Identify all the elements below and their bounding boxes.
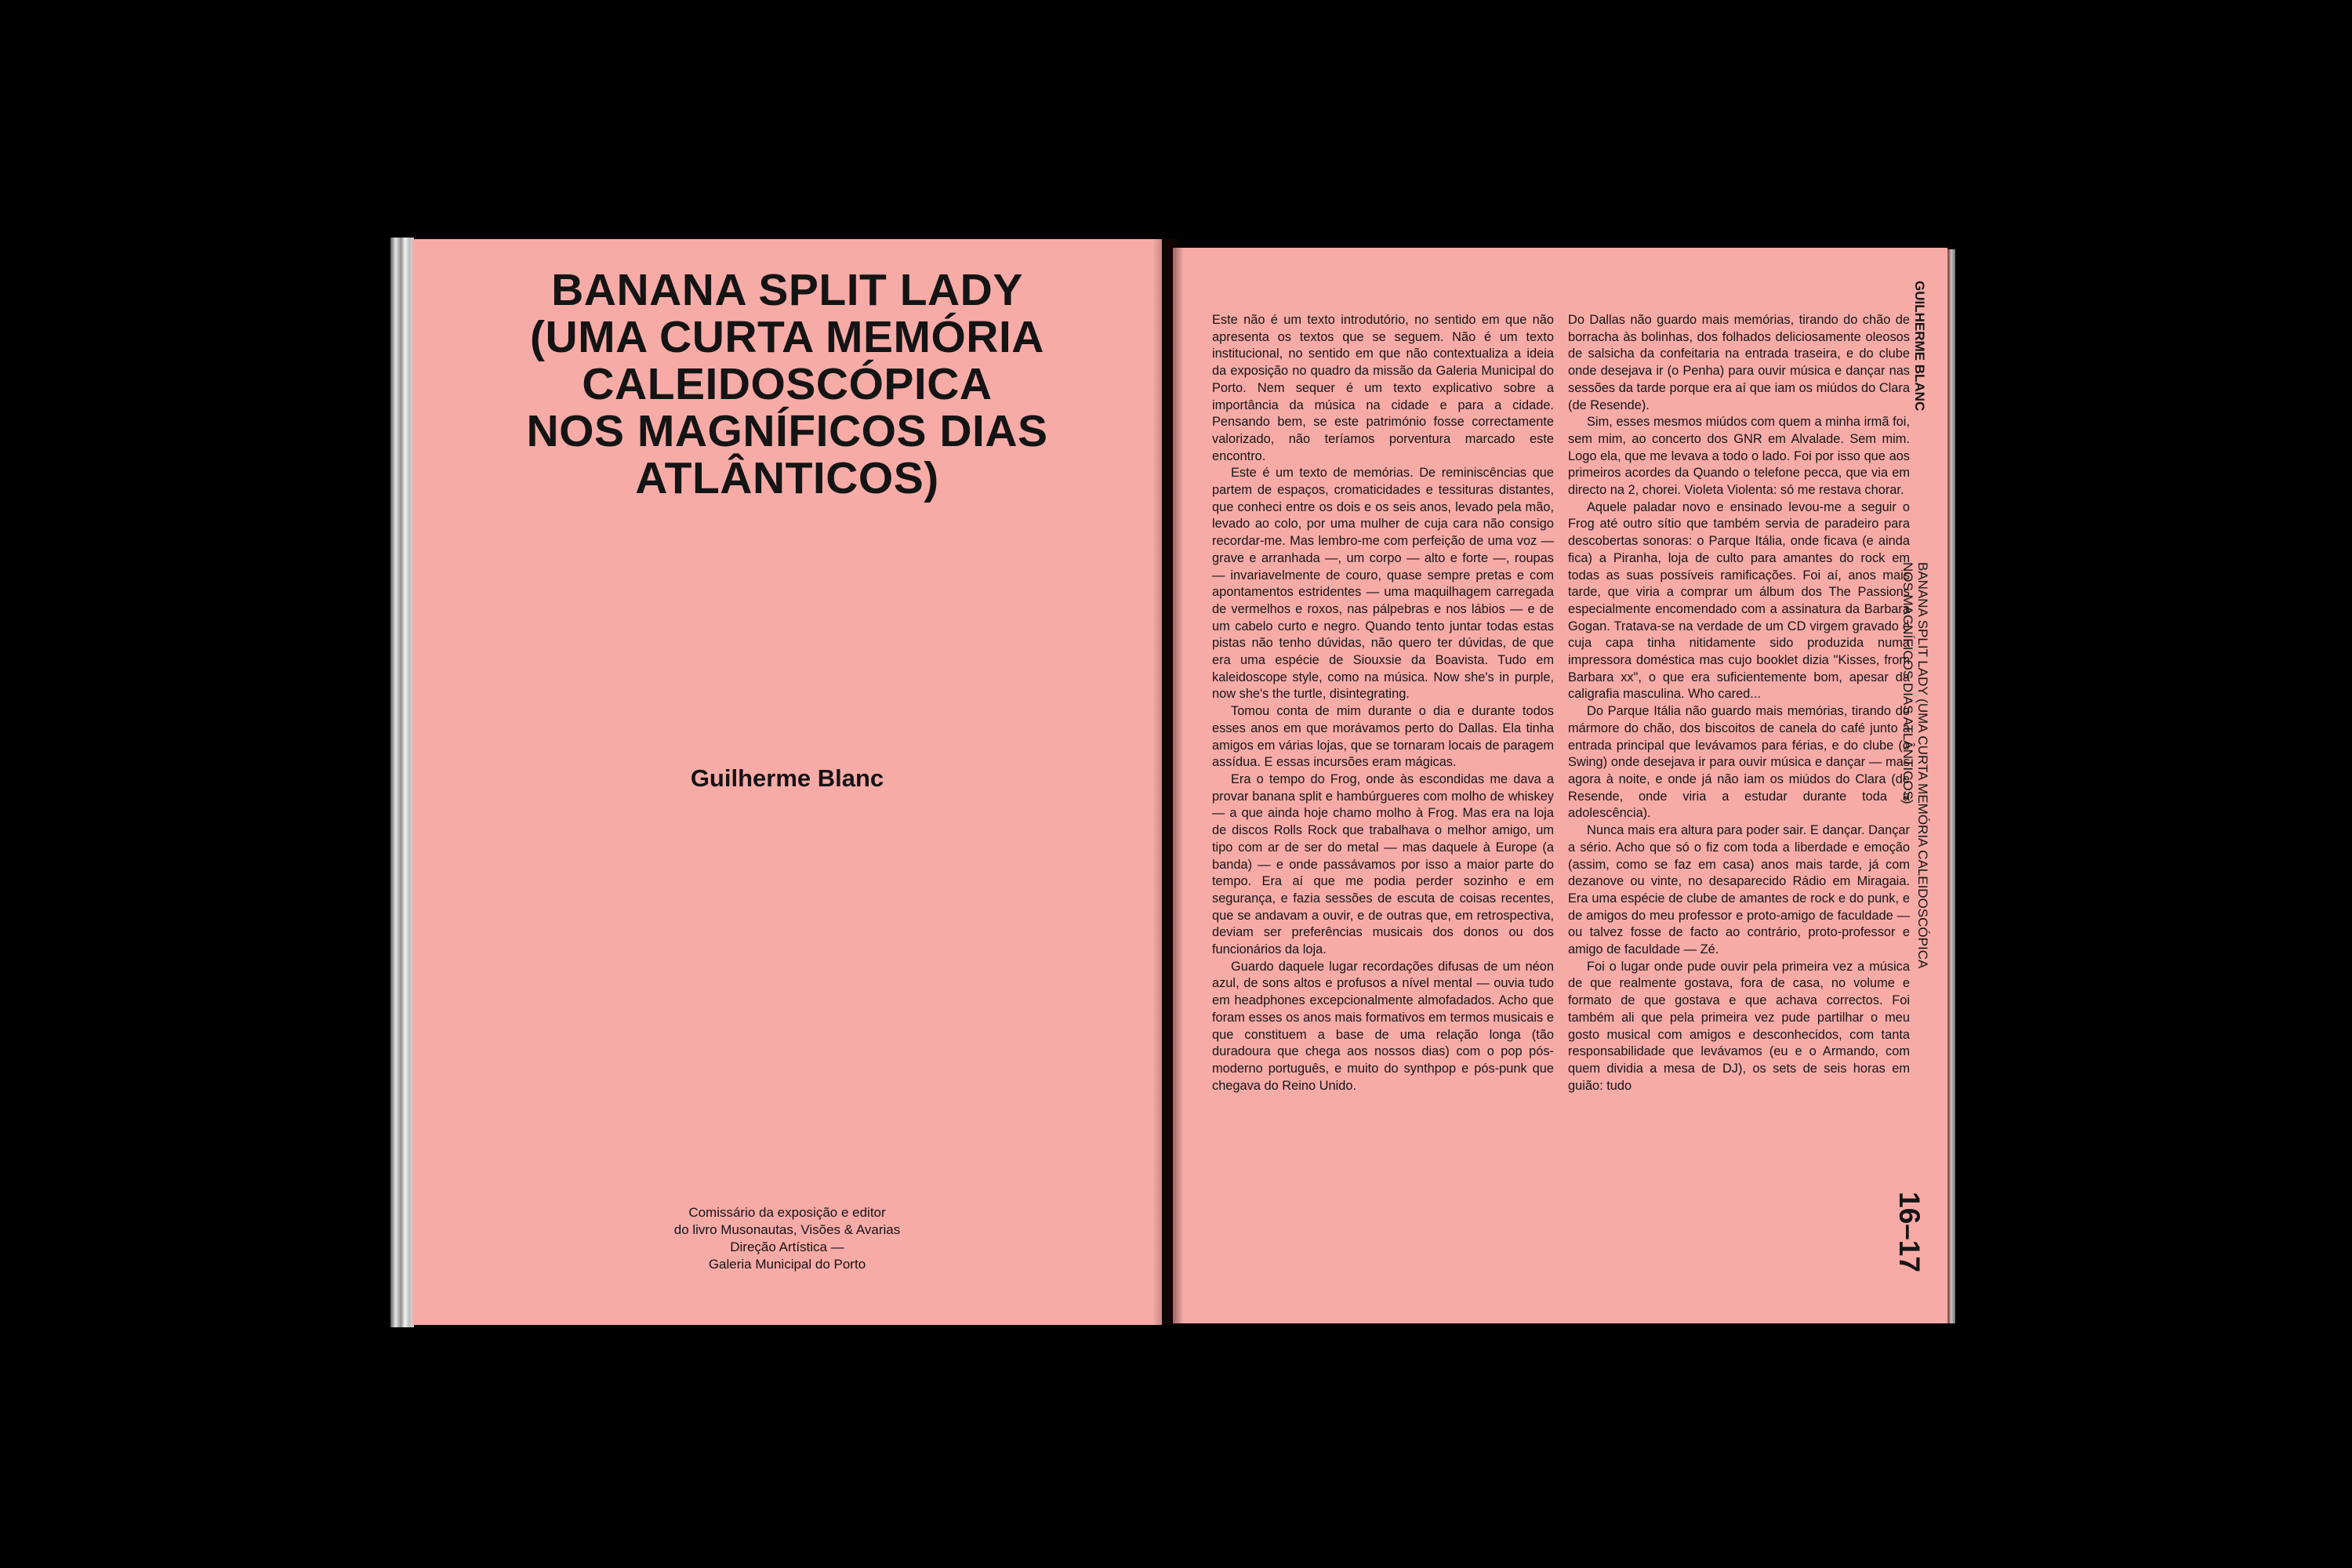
running-title-line: NOS MAGNÍFICOS DIAS ATLÂNTICOS)	[1900, 562, 1915, 804]
body-column-2	[1568, 312, 1910, 1094]
author-credits	[412, 1204, 1162, 1273]
title-line: ATLÂNTICOS)	[635, 453, 939, 503]
title-line: CALEIDOSCÓPICA	[582, 359, 993, 409]
paragraph: Do Dallas não guardo mais memórias, tirando do chão de borracha às bolinhas, dos folhados deliciosamente oleosos de salsicha da confeitaria na entrada traseira, e do clube onde desejava ir (o Penha) para ouvir música e dançar nas sessões da tarde porque era aí que iam os miúdos do Clara (de Resende).	[1568, 313, 1910, 412]
author-name: Guilherme Blanc	[690, 764, 884, 792]
paragraph: Este não é um texto introdutório, no sentido em que não apresenta os textos que se seguem. Não é um texto institucional, no sentido em que não contextualiza a ideia da exposição no quadro da missão da Galeria Municipal do Porto. Nem sequer é um texto explicativo sobre a importância da música na cidade e para a cidade. Pensando bem, se este património fosse correctamente valorizado, não teríamos porventura marcado este encontro.	[1212, 313, 1554, 463]
paragraph: Foi o lugar onde pude ouvir pela primeira vez a música de que realmente gostava, fora de casa, no volume e formato de que gostava e que achava correctos. Foi também ali que pela primeira vez pude partilhar o meu gosto musical com amigos e desconhecidos, com tanta responsabilidade que levávamos (eu e o Armando, com quem dividia a mesa de DJ), os sets de seis horas em guião: tudo	[1568, 959, 1910, 1093]
page-numbers: 16–17	[1893, 1192, 1926, 1272]
paragraph: Nunca mais era altura para poder sair. E dançar. Dançar a sério. Acho que só o fiz com toda a liberdade e emoção (assim, como se faz em casa) anos mais tarde, já com dezanove ou vinte, no desaparecido Rádio em Miragaia. Era uma espécie de clube de amantes de rock e do punk, e de amigos do meu professor e proto-amigo de faculdade — ou talvez fosse de facto ao contrário, proto-professor e amigo de faculdade — Zé.	[1568, 823, 1910, 957]
body-column-1	[1212, 312, 1554, 1094]
running-title-line: BANANA SPLIT LADY (UMA CURTA MEMÓRIA CALEIDOSCÓPICA	[1915, 562, 1930, 969]
paragraph: Guardo daquele lugar recordações difusas de um néon azul, de sons altos e profusos a nível mental — ouvia tudo em headphones excepcionalmente almofadados. Acho que foram esses os anos mais formativos em termos musicais e que constituem a base de uma relação longa (tão duradoura que chega aos nossos dias) com o pop pós-moderno português, e muito do synthpop e pós-punk que chegava do Reino Unido.	[1212, 959, 1554, 1093]
paragraph: Era o tempo do Frog, onde às escondidas me dava a provar banana split e hambúrgueres com molho de whiskey — a que ainda hoje chamo molho à Frog. Mas era na loja de discos Rolls Rock que trabalhava o melhor amigo, um tipo com ar de ser do metal — mas daquele à Europe (a banda) — e onde passávamos por isso a maior parte do tempo. Era aí que me podia perder sozinho e em segurança, e fazia sessões de escuta de coisas recentes, que se andavam a ouvir, e de outras que, em retrospectiva, deviam ser preferências musicais dos donos ou dos funcionários da loja.	[1212, 771, 1554, 957]
paragraph: Este é um texto de memórias. De reminiscências que partem de espaços, cromaticidades e tessituras distantes, que conheci entre os dois e os seis anos, levado pela mão, levado ao colo, por uma mulher de cuja cara não consigo recordar-me. Mas lembro-me com perfeição de uma voz — grave e arranhada —, um corpo — alto e forte —, roupas — invariavelmente de couro, quase sempre pretas e com apontamentos estridentes — uma maquilhagem carregada de vermelhos e roxos, nas pálpebras e nos lábios — e de um cabelo curto e negro. Quando tento juntar todas estas pistas não tenho dúvidas, não quero ter dúvidas, de que era uma espécie de Siouxsie da Boavista. Tudo em kaleidoscope style, como na música. Now she's in purple, now she's the turtle, disintegrating.	[1212, 466, 1554, 702]
title-line: NOS MAGNÍFICOS DIAS	[526, 406, 1048, 456]
paragraph: Aquele paladar novo e ensinado levou-me a seguir o Frog até outro sítio que também servia de paradeiro para descobertas sonoras: o Parque Itália, onde ficava (e ainda fica) a Piranha, loja de culto para amantes do rock em todas as suas possíveis ramificações. Foi aí, anos mais tarde, que viria a comprar um álbum dos The Passions especialmente encomendado com a assinatura da Barbara Gogan. Tratava-se na verdade de um CD virgem gravado e cuja capa tinha nitidamente sido produzida numa impressora doméstica mas cujo booklet dizia "Kisses, from Barbara xx", o que era suficientemente bom, apesar da caligrafia masculina. Who cared...	[1568, 499, 1910, 702]
credits-line: Direção Artística —	[730, 1240, 844, 1254]
credits-line: Comissário da exposição e editor	[688, 1205, 886, 1220]
paragraph: Sim, esses mesmos miúdos com quem a minha irmã foi, sem mim, ao concerto dos GNR em Alvalade. Sem mim. Logo ela, que me levava a todo o lado. Foi por isso que aos primeiros acordes da Quando o telefone pecca, que via em directo na 2, chorei. Violeta Violenta: só me restava chorar.	[1568, 415, 1910, 498]
paragraph: Do Parque Itália não guardo mais memórias, tirando do mármore do chão, dos biscoitos de canela do café junto à entrada principal que levávamos para férias, e do clube (o Swing) onde desejava ir para ouvir música e dançar — mas agora à noite, e onde já não iam os miúdos do Clara (de Resende, onde viria a estudar durante toda a adolescência).	[1568, 704, 1910, 821]
running-header-author: GUILHERME BLANC	[1912, 281, 1927, 412]
paragraph: Tomou conta de mim durante o dia e durante todos esses anos em que morávamos perto do Dallas. Ela tinha amigos em várias lojas, que se tornaram locais de paragem assídua. E essas incursões eram mágicas.	[1212, 704, 1554, 770]
credits-line: do livro Musonautas, Visões & Avarias	[673, 1222, 901, 1237]
title-line: (UMA CURTA MEMÓRIA	[530, 312, 1044, 362]
credits-line: Galeria Municipal do Porto	[708, 1257, 866, 1272]
running-header-title	[1900, 562, 1930, 968]
article-title	[412, 267, 1162, 502]
title-line: BANANA SPLIT LADY	[551, 265, 1023, 315]
book-page-edges-left	[390, 238, 414, 1327]
